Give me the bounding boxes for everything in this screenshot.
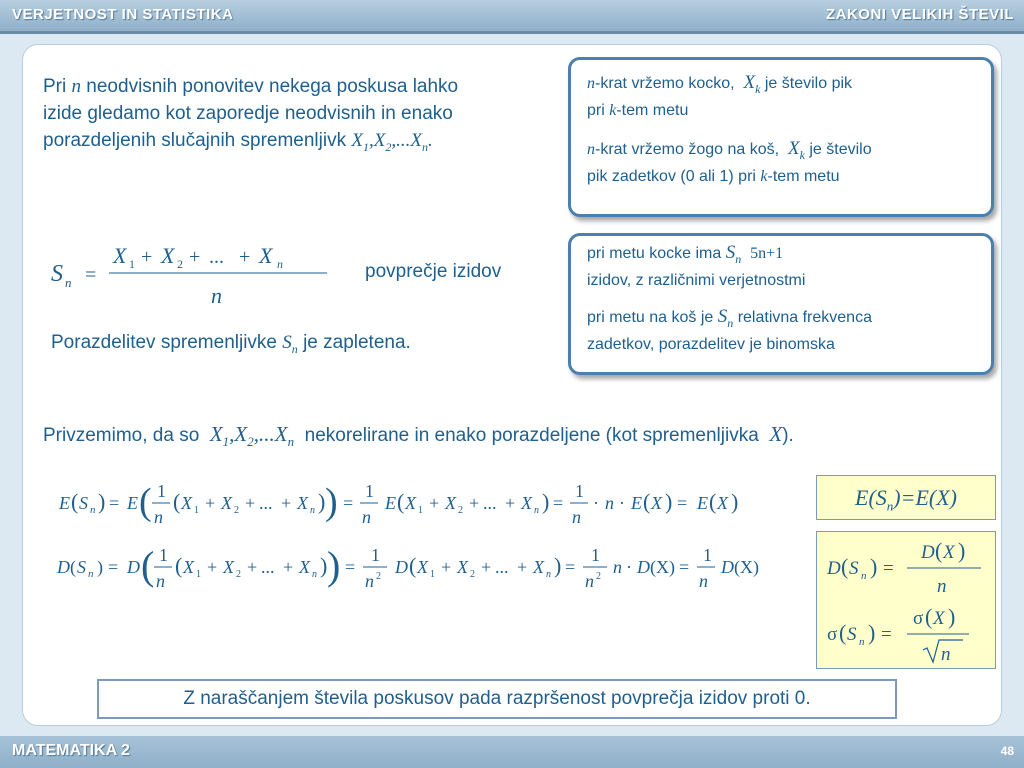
example-ball: n-krat vržemo žogo na koš, $X_k$ je število pik zadetkov (0 ali 1) pri k-tem metu: [587, 137, 872, 185]
svg-text:S: S: [79, 493, 88, 513]
svg-text:X: X: [161, 243, 175, 268]
svg-text:n: n: [211, 283, 222, 308]
svg-text:...: ...: [261, 557, 275, 577]
svg-text:(: (: [409, 553, 417, 578]
svg-text:S: S: [849, 558, 859, 579]
svg-text:E: E: [697, 493, 708, 513]
svg-text:(: (: [173, 489, 181, 514]
expectation-derivation: [53, 477, 823, 535]
svg-text:=: =: [553, 493, 564, 513]
svg-text:X: X: [717, 493, 728, 513]
svg-text:...: ...: [483, 493, 497, 513]
svg-text:=: =: [883, 558, 894, 579]
course-title: VERJETNOST IN STATISTIKA: [12, 6, 234, 23]
svg-text:): ): [958, 538, 966, 563]
example-box-outcomes: [568, 233, 994, 375]
svg-text:(: (: [643, 489, 651, 514]
svg-text:n: n: [310, 505, 315, 516]
svg-text:+: +: [247, 557, 258, 577]
svg-text:n: n: [613, 557, 622, 577]
svg-text:+: +: [141, 246, 153, 268]
svg-text:+: +: [239, 246, 251, 268]
variance-result-formulas: [817, 532, 995, 668]
svg-text:D: D: [921, 542, 935, 563]
svg-text:2: 2: [376, 571, 381, 582]
slide-content: [22, 44, 1002, 726]
svg-text:n: n: [312, 569, 317, 580]
svg-text:2: 2: [458, 505, 463, 516]
svg-text:n: n: [941, 644, 951, 665]
svg-text:(: (: [925, 604, 933, 629]
svg-text:=: =: [881, 624, 892, 645]
svg-text:(: (: [841, 554, 849, 579]
svg-text:(: (: [839, 620, 847, 645]
svg-text:): ): [870, 554, 878, 579]
svg-text:+: +: [517, 557, 528, 577]
footer-bar: [0, 736, 1024, 768]
svg-text:(: (: [141, 543, 155, 588]
svg-text:+: +: [469, 493, 480, 513]
svg-text:...: ...: [209, 246, 224, 268]
svg-text:·: ·: [626, 557, 632, 577]
svg-text:2: 2: [596, 571, 601, 582]
svg-text:): ): [665, 489, 673, 514]
svg-text:X: X: [933, 608, 945, 629]
svg-text:1: 1: [129, 257, 135, 271]
example-dice: n-krat vržemo kocko, $X_k$ je število pik pri k-tem metu: [587, 72, 853, 119]
svg-text:n: n: [156, 571, 165, 591]
variance-derivation: [53, 539, 823, 601]
svg-text:n: n: [362, 507, 371, 527]
svg-text:1: 1: [365, 481, 374, 501]
example-box-dice-ball: [568, 57, 994, 217]
svg-text:): ): [542, 489, 550, 514]
svg-text:D: D: [721, 557, 734, 577]
svg-text:2: 2: [236, 569, 241, 580]
intro-vars: $X_1,X_2,...X_n$.: [351, 130, 433, 154]
svg-text:X: X: [445, 493, 456, 513]
svg-text:(: (: [935, 538, 943, 563]
assumption-sentence: Privzemimo, da so $X_1,X_2,...X_n$ nekorelirane in enako porazdeljene (kot spremenljivka X).: [43, 422, 794, 450]
svg-text:1: 1: [418, 505, 423, 516]
expectation-result-box: [816, 475, 996, 520]
svg-text:): ): [868, 620, 876, 645]
svg-text:X: X: [651, 493, 662, 513]
svg-text:+: +: [283, 557, 294, 577]
svg-text:X: X: [521, 493, 532, 513]
svg-text:1: 1: [591, 545, 600, 565]
svg-text:+: +: [245, 493, 256, 513]
svg-text:(: (: [70, 557, 76, 577]
svg-text:E: E: [59, 493, 70, 513]
svg-text:E: E: [127, 493, 138, 513]
svg-text:X: X: [113, 243, 127, 268]
svg-text:=: =: [679, 557, 690, 577]
svg-text:·: ·: [619, 493, 625, 513]
svg-text:1: 1: [575, 481, 584, 501]
svg-text:n: n: [65, 275, 72, 290]
mean-label: povprečje izidov: [365, 261, 502, 282]
svg-text:D: D: [395, 557, 408, 577]
svg-text:(: (: [71, 489, 79, 514]
header-bar: [0, 0, 1024, 34]
svg-text:...: ...: [259, 493, 273, 513]
svg-text:): ): [327, 543, 341, 588]
svg-text:n: n: [585, 571, 594, 591]
svg-text:=: =: [109, 493, 120, 513]
svg-text:X: X: [223, 557, 234, 577]
svg-text:+: +: [189, 246, 201, 268]
svg-text:2: 2: [470, 569, 475, 580]
svg-text:): ): [97, 557, 103, 577]
svg-text:X: X: [943, 542, 955, 563]
svg-text:E: E: [385, 493, 396, 513]
svg-text:X: X: [299, 557, 310, 577]
svg-text:=: =: [343, 493, 354, 513]
variance-result-box: [816, 531, 996, 669]
svg-text:n: n: [546, 569, 551, 580]
svg-text:S: S: [51, 261, 63, 287]
svg-text:n: n: [88, 568, 94, 580]
svg-text:(: (: [709, 489, 717, 514]
svg-text:n: n: [534, 505, 539, 516]
svg-text:=: =: [108, 557, 119, 577]
course-name: MATEMATIKA 2: [12, 742, 130, 759]
intro-paragraph: Pri n neodvisnih ponovitev nekega poskusa lahko izide gledamo kot zaporedje neodvisnih in enako porazdeljenih slučajnih spremenljivk $X_1,X_2,...X_n$.: [43, 76, 459, 154]
svg-text:1: 1: [430, 569, 435, 580]
svg-text:1: 1: [159, 545, 168, 565]
svg-text:=: =: [345, 557, 356, 577]
svg-text:n: n: [699, 571, 708, 591]
svg-text:+: +: [481, 557, 492, 577]
example-dice-outcomes: pri metu kocke ima $S_n$ 5n+1 izidov, z različnimi verjetnostmi: [587, 242, 806, 289]
svg-text:D: D: [637, 557, 650, 577]
svg-text:+: +: [205, 493, 216, 513]
svg-text:n: n: [859, 636, 865, 648]
svg-text:X: X: [181, 493, 192, 513]
svg-text:D: D: [127, 557, 140, 577]
conclusion-text: Z naraščanjem števila poskusov pada razpršenost povprečja izidov proti 0.: [183, 688, 811, 709]
svg-text:): ): [731, 489, 739, 514]
svg-text:(: (: [139, 481, 152, 523]
svg-text:1: 1: [196, 569, 201, 580]
chapter-title: ZAKONI VELIKIH ŠTEVIL: [825, 6, 1014, 23]
svg-text:1: 1: [194, 505, 199, 516]
svg-text:n: n: [937, 576, 947, 597]
svg-text:(X): (X): [650, 557, 675, 577]
svg-text:D: D: [827, 558, 841, 579]
svg-text:): ): [325, 481, 338, 523]
svg-text:n: n: [605, 493, 614, 513]
svg-text:σ: σ: [913, 608, 924, 629]
page-number: 48: [1000, 744, 1014, 758]
svg-text:=: =: [677, 493, 688, 513]
svg-text:=: =: [565, 557, 576, 577]
example-ball-outcomes: pri metu na koš je $S_n$ relativna frekvenca zadetkov, porazdelitev je binomska: [587, 305, 872, 353]
svg-text:X: X: [221, 493, 232, 513]
svg-text:1: 1: [157, 481, 166, 501]
svg-text:X: X: [183, 557, 194, 577]
mean-formula: [43, 235, 343, 315]
svg-text:(: (: [397, 489, 405, 514]
svg-text:1: 1: [703, 545, 712, 565]
svg-text:n: n: [90, 504, 96, 516]
svg-text:n: n: [861, 570, 867, 582]
svg-text:+: +: [441, 557, 452, 577]
svg-text:n: n: [572, 507, 581, 527]
svg-text:σ: σ: [827, 624, 838, 645]
distribution-sentence: Porazdelitev spremenljivke $S_n$ je zapletena.: [51, 332, 411, 356]
svg-text:n: n: [365, 571, 374, 591]
svg-text:): ): [320, 553, 328, 578]
svg-text:): ): [98, 489, 106, 514]
conclusion-box: [97, 679, 897, 719]
svg-text:+: +: [207, 557, 218, 577]
svg-text:E: E: [631, 493, 642, 513]
svg-text:D: D: [57, 557, 70, 577]
svg-text:=: =: [85, 264, 97, 286]
svg-text:(: (: [175, 553, 183, 578]
svg-text:·: ·: [593, 493, 599, 513]
svg-text:n: n: [277, 257, 283, 271]
svg-text:n: n: [154, 507, 163, 527]
svg-text:...: ...: [495, 557, 509, 577]
svg-text:X: X: [457, 557, 468, 577]
svg-text:1: 1: [371, 545, 380, 565]
svg-text:X: X: [533, 557, 544, 577]
svg-text:2: 2: [234, 505, 239, 516]
svg-text:S: S: [847, 624, 857, 645]
svg-text:X: X: [405, 493, 416, 513]
svg-text:X: X: [417, 557, 428, 577]
svg-text:+: +: [281, 493, 292, 513]
svg-text:): ): [554, 553, 562, 578]
svg-text:X: X: [259, 243, 273, 268]
svg-text:X: X: [297, 493, 308, 513]
expectation-result: $E(S_n)=E(X)$: [855, 485, 957, 514]
svg-text:+: +: [429, 493, 440, 513]
svg-text:): ): [948, 604, 956, 629]
svg-text:+: +: [505, 493, 516, 513]
svg-text:(X): (X): [734, 557, 759, 577]
svg-text:S: S: [77, 557, 86, 577]
svg-text:): ): [318, 489, 326, 514]
svg-text:2: 2: [177, 257, 183, 271]
